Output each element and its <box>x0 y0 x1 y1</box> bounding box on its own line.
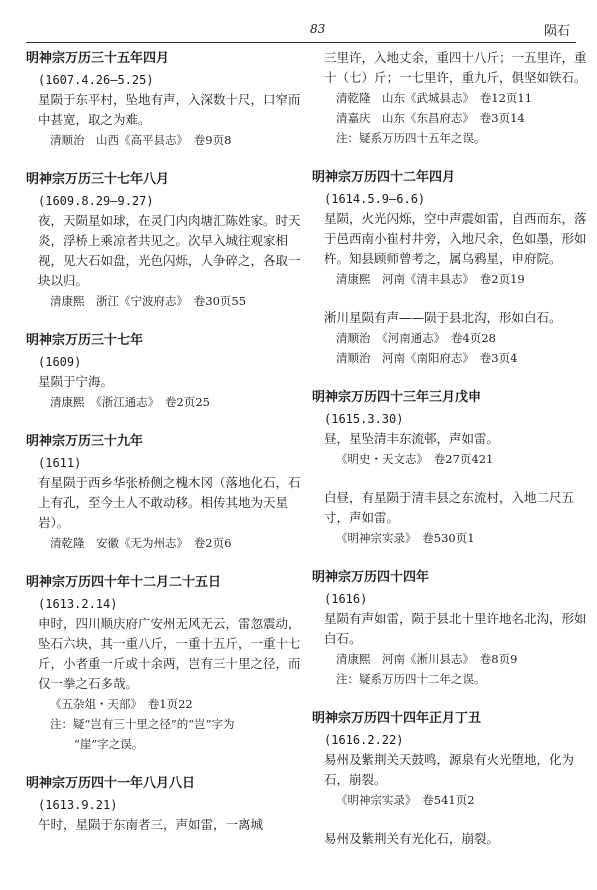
entry-title: 明神宗万历三十九年 <box>26 434 144 449</box>
entry-title: 明神宗万历四十四年 <box>312 570 430 585</box>
source-citation: 清康熙 《浙江通志》 卷2页25 <box>50 395 210 409</box>
chronicle-entry <box>312 829 590 849</box>
source-citation: 清乾隆 山东《武城县志》 卷12页11 <box>336 91 533 105</box>
entry-title: 明神宗万历四十三年三月戊申 <box>312 390 482 405</box>
source-citation: 《明神宗实录》 卷541页2 <box>336 793 475 807</box>
source-citation: 《五杂俎・天部》 卷1页22 <box>50 697 193 711</box>
entry-text: 白昼，有星陨于清丰县之东流村，入地二尺五寸，声如雷。 <box>324 490 575 525</box>
entry-date: (1611) <box>38 456 82 470</box>
entry-date: (1614.5.9—6.6) <box>324 192 426 206</box>
editor-note: 注：疑系万历四十五年之误。 <box>336 131 486 145</box>
right-column <box>312 48 590 868</box>
entry-date: (1607.4.26—5.25) <box>38 73 154 87</box>
entry-text: 夜，天陨星如球，在灵门内肉塘汇陈姓家。时天炎，浮桥上乘凉者共见之。次早入城往观家相视，见大石如盘，光色闪烁，人争碎之，各取一块以归。 <box>38 213 301 288</box>
entry-title: 明神宗万历三十七年 <box>26 333 144 348</box>
chronicle-entry <box>26 169 304 311</box>
source-citation: 清乾隆 安徽《无为州志》 卷2页6 <box>50 536 232 550</box>
chronicle-entry <box>26 431 304 553</box>
chronicle-entry <box>26 773 304 835</box>
chronicle-entry <box>26 572 304 754</box>
entry-text: 三里许，入地丈余，重四十八斤；一五里许，重十（七）斤；一七里许，重九斤，俱坚如铁石。 <box>324 50 587 85</box>
chronicle-entry <box>312 167 590 289</box>
page-header <box>26 20 574 40</box>
entry-title: 明神宗万历四十一年八月八日 <box>26 776 196 791</box>
entry-text: 申时，四川顺庆府广安州无风无云，雷忽震动，坠石六块，其一重八斤，一重十五斤，一重十七斤，小者重一斤或十余两，岂有三十里之径，而仅一拳之石多哉。 <box>38 616 301 691</box>
chronicle-entry <box>312 48 590 148</box>
entry-date: (1616.2.22) <box>324 733 404 747</box>
source-citation: 清顺治 《河南通志》 卷4页28 <box>336 331 496 345</box>
chronicle-entry <box>312 387 590 469</box>
entry-text: 星陨有声如雷，陨于县北十里许地名北沟，形如白石。 <box>324 611 587 646</box>
entry-title: 明神宗万历三十五年四月 <box>26 51 170 66</box>
entry-text: 昼，星坠清丰东流邨，声如雷。 <box>324 431 500 446</box>
entry-date: (1615.3.30) <box>324 412 404 426</box>
entry-text: 星陨于宁海。 <box>38 374 114 389</box>
entry-date: (1613.9.21) <box>38 798 118 812</box>
source-citation: 清嘉庆 山东《东昌府志》 卷3页14 <box>336 111 525 125</box>
running-title: 陨石 <box>543 24 570 39</box>
entry-text: 易州及紫荆关天鼓鸣，源泉有火光堕地，化为石，崩裂。 <box>324 752 575 787</box>
source-citation: 清康熙 浙江《宁波府志》 卷30页55 <box>50 294 247 308</box>
entry-date: (1616) <box>324 592 368 606</box>
entry-date: (1609.8.29—9.27) <box>38 194 154 208</box>
entry-title: 明神宗万历四十年十二月二十五日 <box>26 575 222 590</box>
chronicle-entry <box>312 567 590 689</box>
source-citation: 清康熙 河南《清丰县志》 卷2页19 <box>336 272 525 286</box>
chronicle-entry <box>312 488 590 548</box>
entry-text: 淅川星陨有声——陨于县北沟，形如白石。 <box>324 310 562 325</box>
entry-text: 午时，星陨于东南者三，声如雷，一离城 <box>38 817 264 832</box>
entry-text: 星陨，火光闪烁，空中声震如雷，自西而东，落于邑西南小崔村井旁，入地尺余，色如墨，形如杵。知县顾师曾考之，属乌鸦星，申府院。 <box>324 211 587 266</box>
editor-note: 注：疑系万历四十二年之误。 <box>336 672 486 686</box>
entry-text: 易州及紫荆关有光化石，崩裂。 <box>324 831 500 846</box>
source-citation: 清康熙 河南《淅川县志》 卷8页9 <box>336 652 518 666</box>
entry-title: 明神宗万历三十七年八月 <box>26 172 170 187</box>
entry-title: 明神宗万历四十四年正月丁丑 <box>312 711 482 726</box>
page-number: 83 <box>310 22 326 36</box>
entry-text: 有星陨于西乡华张桥侧之槐木冈（落地化石，石上有孔，至今土人不敢动移。相传其地为天星岩）。 <box>38 475 301 530</box>
source-citation: 《明史・天文志》 卷27页421 <box>336 452 494 466</box>
header-rule <box>26 42 576 43</box>
chronicle-entry <box>26 330 304 412</box>
editor-note: “崖”字之误。 <box>74 737 144 751</box>
source-citation: 清顺治 山西《高平县志》 卷9页8 <box>50 133 232 147</box>
entry-date: (1609) <box>38 355 82 369</box>
entry-title: 明神宗万历四十二年四月 <box>312 170 456 185</box>
left-column <box>26 48 304 854</box>
source-citation: 《明神宗实录》 卷530页1 <box>336 531 475 545</box>
editor-note: 注：疑“岂有三十里之径”的“岂”字为 <box>50 717 235 731</box>
entry-text: 星陨于东平村，坠地有声，入深数十尺，口窄而中甚宽，取之为难。 <box>38 92 301 127</box>
chronicle-entry <box>312 708 590 810</box>
chronicle-entry <box>312 308 590 368</box>
source-citation: 清顺治 河南《南阳府志》 卷3页4 <box>336 351 518 365</box>
entry-date: (1613.2.14) <box>38 597 118 611</box>
chronicle-entry <box>26 48 304 150</box>
